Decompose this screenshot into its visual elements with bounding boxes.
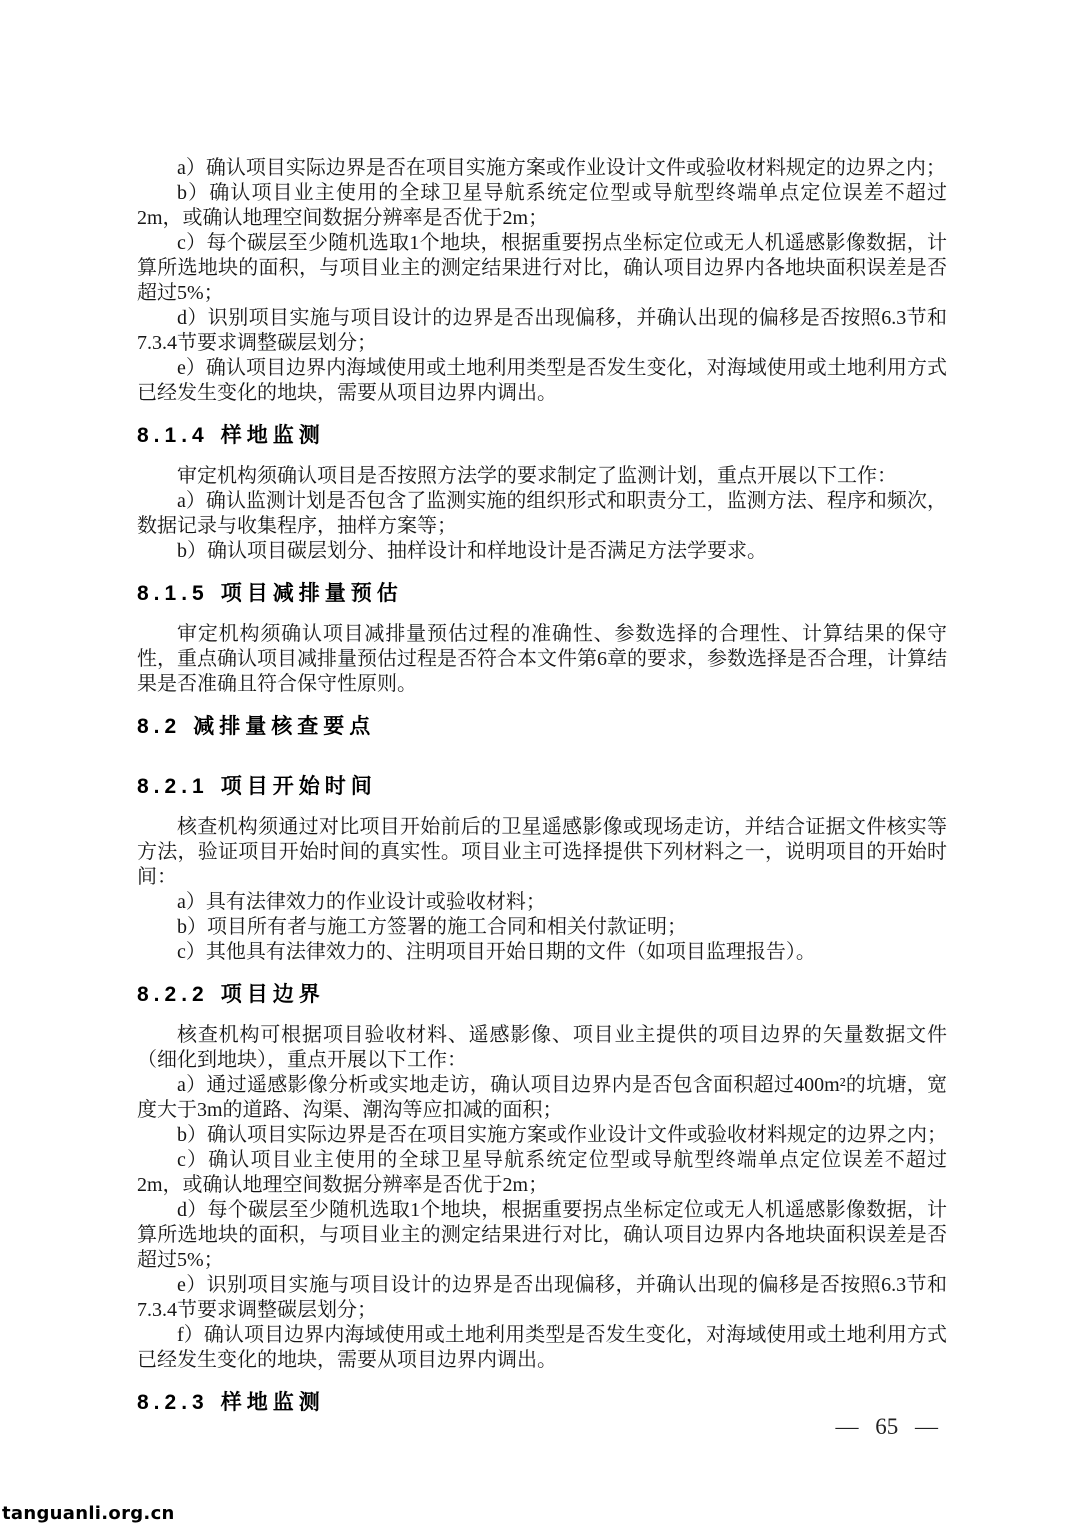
- list-item-b: b）确认项目业主使用的全球卫星导航系统定位型或导航型终端单点定位误差不超过2m，或确认地理空间数据分辨率是否优于2m；: [137, 182, 947, 229]
- section-title: 项目边界: [220, 983, 325, 1006]
- section-heading-8-1-4: [137, 423, 947, 449]
- page-number: — 65 —: [835, 1414, 938, 1439]
- section-title: 样地监测: [220, 1391, 325, 1414]
- list-item-e: e）确认项目边界内海域使用或土地利用类型是否发生变化，对海域使用或土地利用方式已经发生变化的地块，需要从项目边界内调出。: [137, 357, 947, 404]
- list-item-b: b）确认项目碳层划分、抽样设计和样地设计是否满足方法学要求。: [177, 540, 767, 562]
- section-heading-8-1-5: [137, 581, 947, 607]
- list-item-a: a）确认监测计划是否包含了监测实施的组织形式和职责分工，监测方法、程序和频次，数据记录与收集程序，抽样方案等；: [137, 490, 947, 537]
- section-number: 8.1.5: [137, 582, 209, 605]
- document-content: [137, 156, 947, 1431]
- section-title: 样地监测: [220, 424, 325, 447]
- paragraph: 审定机构须确认项目是否按照方法学的要求制定了监测计划，重点开展以下工作：: [177, 465, 897, 487]
- list-item-a: a）确认项目实际边界是否在项目实施方案或作业设计文件或验收材料规定的边界之内；: [177, 157, 946, 179]
- list-item-a: a）通过遥感影像分析或实地走访，确认项目边界内是否包含面积超过400m²的坑塘，宽度大于3m的道路、沟渠、潮沟等应扣减的面积；: [137, 1074, 947, 1121]
- list-item-b: b）确认项目实际边界是否在项目实施方案或作业设计文件或验收材料规定的边界之内；: [177, 1124, 947, 1146]
- section-title: 减排量核查要点: [193, 715, 376, 738]
- section-number: 8.2: [137, 715, 182, 738]
- list-item-d: d）每个碳层至少随机选取1个地块，根据重要拐点坐标定位或无人机遥感影像数据，计算所选地块的面积，与项目业主的测定结果进行对比，确认项目边界内各地块面积误差是否超过5%；: [137, 1199, 947, 1271]
- watermark-url: tanguanli.org.cn: [2, 1503, 175, 1524]
- list-item-b: b）项目所有者与施工方签署的施工合同和相关付款证明；: [177, 916, 687, 938]
- paragraph: 核查机构可根据项目验收材料、遥感影像、项目业主提供的项目边界的矢量数据文件（细化到地块），重点开展以下工作：: [137, 1024, 947, 1071]
- section-heading-8-2: [137, 714, 947, 740]
- list-item-e: e）识别项目实施与项目设计的边界是否出现偏移，并确认出现的偏移是否按照6.3节和7.3.4节要求调整碳层划分；: [137, 1274, 947, 1321]
- section-title: 项目减排量预估: [220, 582, 403, 605]
- paragraph: 核查机构须通过对比项目开始前后的卫星遥感影像或现场走访，并结合证据文件核实等方法，验证项目开始时间的真实性。项目业主可选择提供下列材料之一，说明项目的开始时间：: [137, 816, 947, 888]
- section-title: 项目开始时间: [220, 775, 377, 798]
- section-number: 8.2.2: [137, 983, 209, 1006]
- section-heading-8-2-2: [137, 982, 947, 1008]
- section-heading-8-2-1: [137, 774, 947, 800]
- section-heading-8-2-3: [137, 1390, 947, 1416]
- list-item-c: c）其他具有法律效力的、注明项目开始日期的文件（如项目监理报告）。: [177, 941, 816, 963]
- paragraph: 审定机构须确认项目减排量预估过程的准确性、参数选择的合理性、计算结果的保守性，重点确认项目减排量预估过程是否符合本文件第6章的要求，参数选择是否合理，计算结果是否准确且符合保守性原则。: [137, 623, 947, 695]
- list-item-a: a）具有法律效力的作业设计或验收材料；: [177, 891, 546, 913]
- list-item-d: d）识别项目实施与项目设计的边界是否出现偏移，并确认出现的偏移是否按照6.3节和7.3.4节要求调整碳层划分；: [137, 307, 947, 354]
- list-item-f: f）确认项目边界内海域使用或土地利用类型是否发生变化，对海域使用或土地利用方式已经发生变化的地块，需要从项目边界内调出。: [137, 1324, 947, 1371]
- section-number: 8.2.1: [137, 775, 209, 798]
- section-number: 8.1.4: [137, 424, 209, 447]
- section-number: 8.2.3: [137, 1391, 209, 1414]
- list-item-c: c）每个碳层至少随机选取1个地块，根据重要拐点坐标定位或无人机遥感影像数据，计算所选地块的面积，与项目业主的测定结果进行对比，确认项目边界内各地块面积误差是否超过5%；: [137, 232, 947, 304]
- list-item-c: c）确认项目业主使用的全球卫星导航系统定位型或导航型终端单点定位误差不超过2m，或确认地理空间数据分辨率是否优于2m；: [137, 1149, 947, 1196]
